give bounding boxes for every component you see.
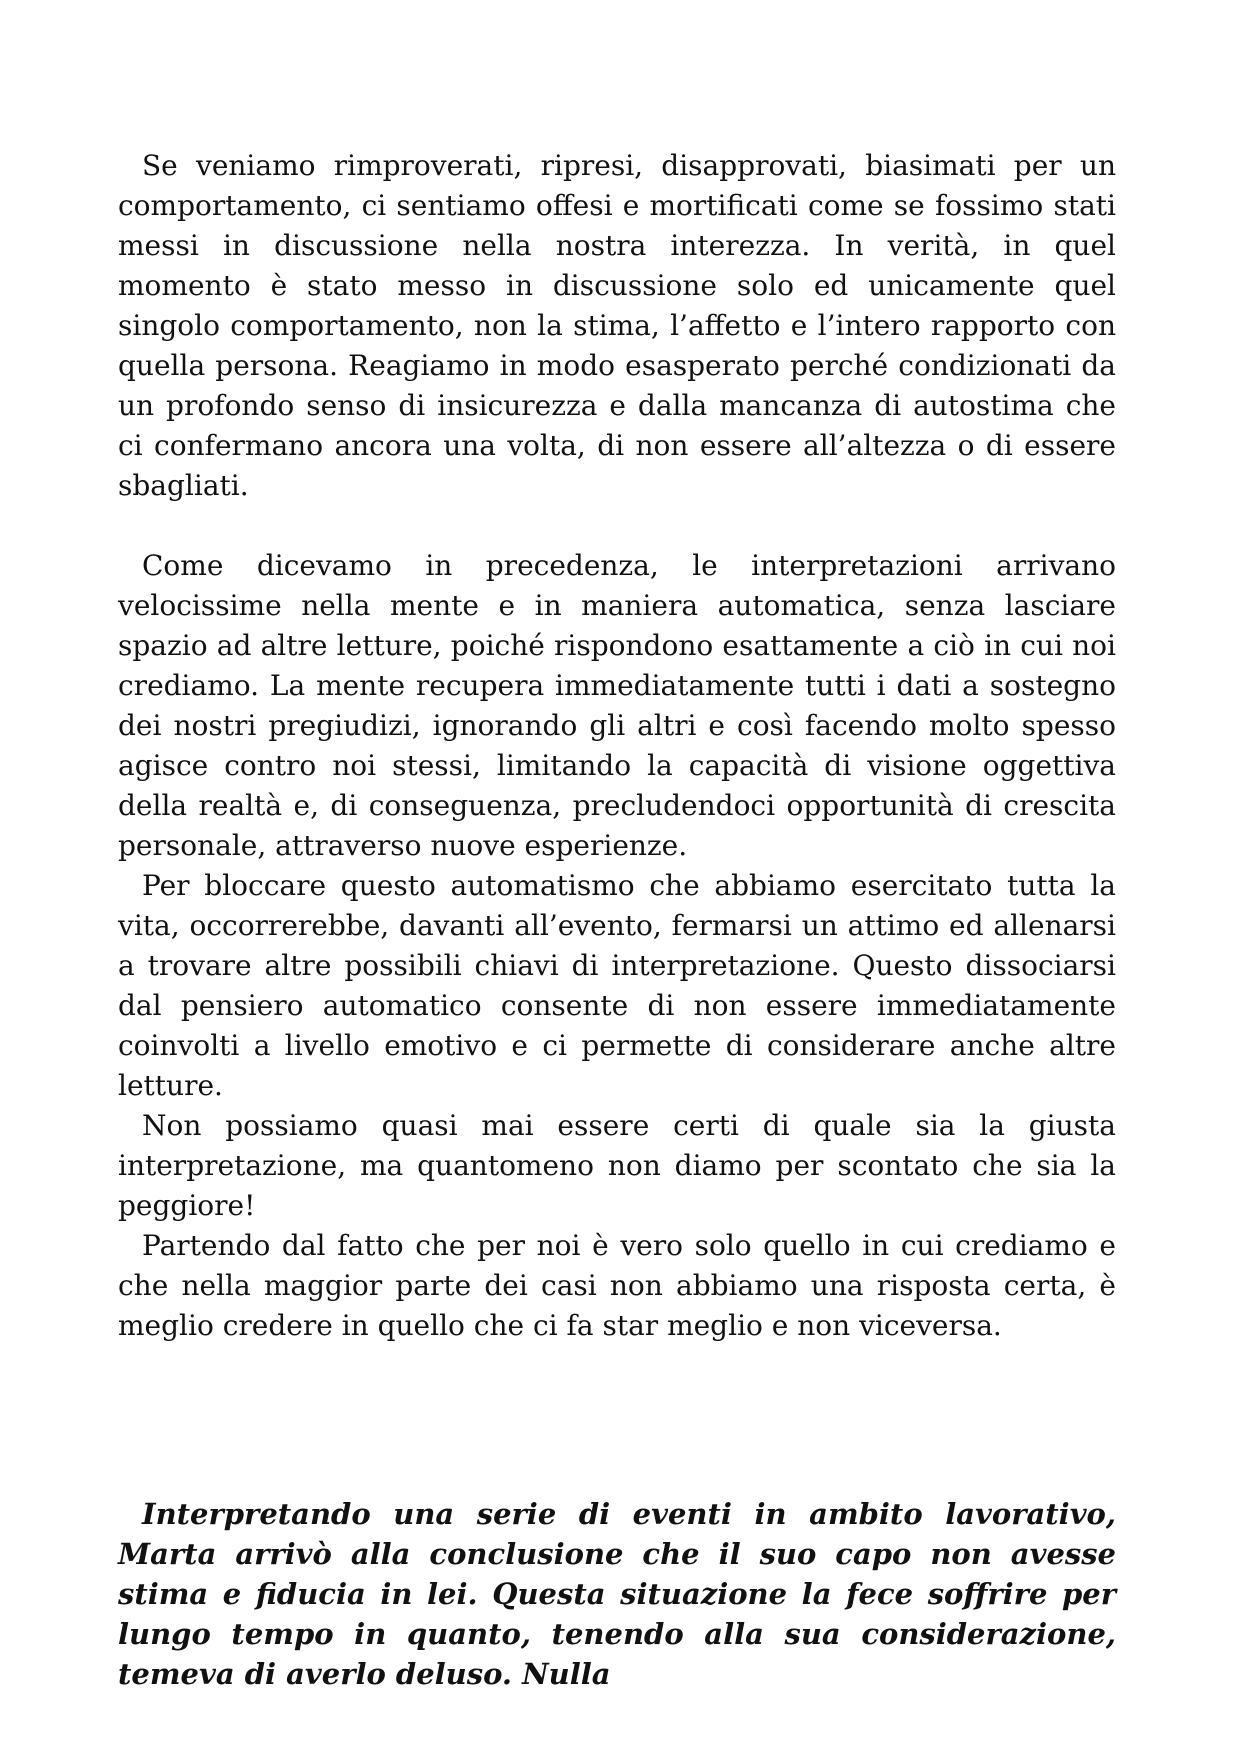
example-marta: Interpretando una serie di eventi in ambito lavorativo, Marta arrivò alla conclusione che il suo capo non avesse stima e fiducia in lei. Questa situazione la fece soffrire per lungo tempo in quanto, tenendo alla sua considerazione, temeva di averlo deluso. Nulla (118, 1497, 1116, 1691)
paragraph-interpretations: Come dicevamo in precedenza, le interpretazioni arrivano velocissime nella mente e in maniera automatica, senza lasciare spazio ad altre letture, poiché rispondono esattamente a ciò in cui noi crediamo. La mente recupera immediatamente tutti i dati a sostegno dei nostri pregiudizi, ignorando gli altri e così facendo molto spesso agisce contro noi stessi, limitando la capacità di visione oggettiva della realtà e, di conseguenza, precludendoci opportunità di crescita personale, attraverso nuove esperienze. (118, 549, 1116, 862)
paragraph-reproaches: Se veniamo rimproverati, ripresi, disapprovati, biasimati per un comportamento, ci sentiamo offesi e mortificati come se fossimo stati messi in discussione nella nostra interezza. In verità, in quel momento è stato messo in discussione solo ed unicamente quel singolo comportamento, non la stima, l’affetto e l’intero rapporto con quella persona. Reagiamo in modo esasperato perché condizionati da un profondo senso di insicurezza e dalla mancanza di autostima che ci confermano ancora una volta, di non essere all’altezza o di essere sbagliati. (118, 149, 1116, 502)
document-page (118, 146, 1116, 1694)
paragraph-certainty: Non possiamo quasi mai essere certi di quale sia la giusta interpretazione, ma quantomeno non diamo per scontato che sia la peggiore! (118, 1109, 1116, 1222)
paragraph-automatism: Per bloccare questo automatismo che abbiamo esercitato tutta la vita, occorrerebbe, davanti all’evento, fermarsi un attimo ed allenarsi a trovare altre possibili chiavi di interpretazione. Questo dissociarsi dal pensiero automatico consente di non essere immediatamente coinvolti a livello emotivo e ci permette di considerare anche altre letture. (118, 869, 1116, 1102)
paragraph-belief: Partendo dal fatto che per noi è vero solo quello in cui crediamo e che nella maggior parte dei casi non abbiamo una risposta certa, è meglio credere in quello che ci fa star meglio e non viceversa. (118, 1229, 1116, 1342)
